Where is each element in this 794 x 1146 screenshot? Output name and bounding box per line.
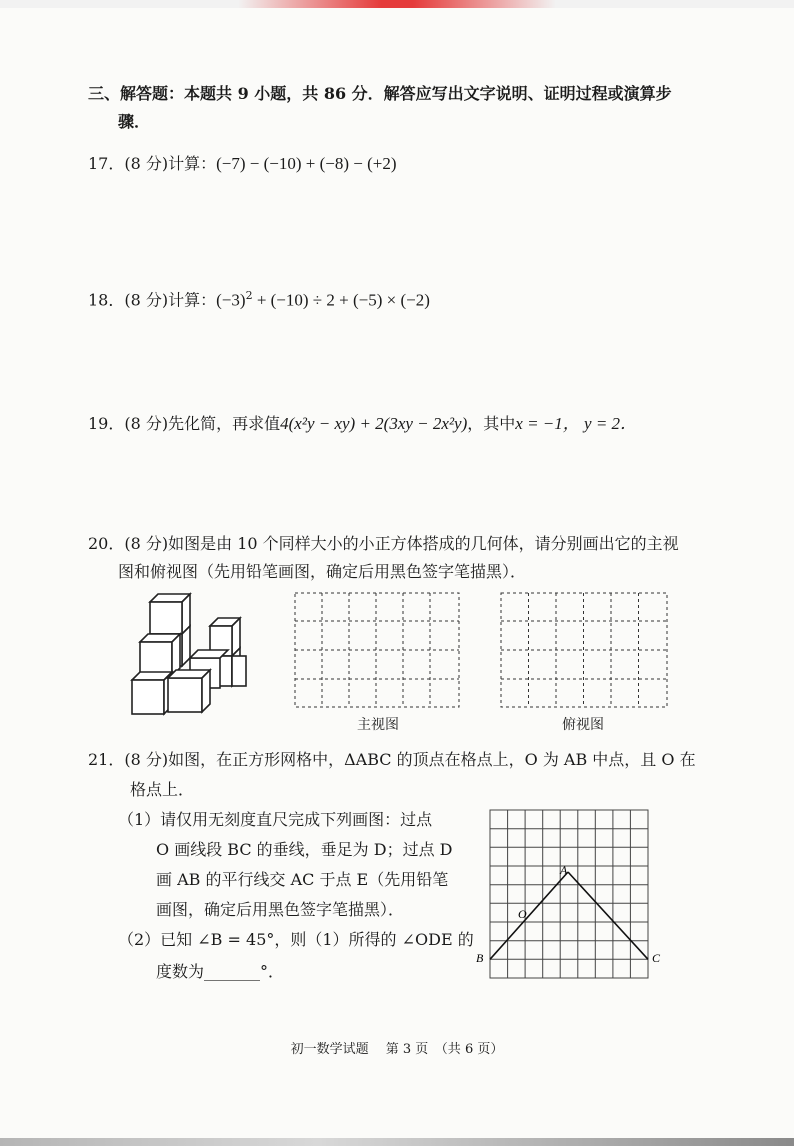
q21-number: 21． [88,750,125,769]
label-a: A [560,863,568,877]
q20-line1 [88,530,679,558]
q21-line2: 格点上． [130,780,195,799]
front-view-caption: 主视图 [357,717,399,733]
q19-condition: x = −1， y = 2． [515,414,638,433]
top-view-grid [500,592,670,708]
section-heading: 三、解答题：本题共 9 小题，共 86 分．解答应写出文字说明、证明过程或演算步 [88,84,672,103]
q21-text-line1: (8 分)如图，在正方形网格中，ΔABC 的顶点在格点上，O 为 AB 中点，且 O 在 [124,750,696,769]
top-view-caption: 俯视图 [562,717,604,733]
q18-expression-a: (−3) [216,290,246,310]
cube-block [150,594,190,634]
q18 [88,282,430,314]
page-footer: 初一数学试题 第 3 页 （共 6 页） [290,1042,504,1057]
label-b: B [476,951,484,965]
q21-line1 [88,746,696,774]
q21-part1-line3: 画 AB 的平行线交 AC 于点 E（先用铅笔 [156,870,449,889]
q17-expression: (−7) − (−10) + (−8) − (+2) [216,154,397,173]
q17-score: (8 分)计算： [124,154,217,173]
q18-number: 18． [88,290,125,310]
q19-number: 19． [88,414,125,433]
q21-part2-line1: （2）已知 ∠B = 45°，则（1）所得的 ∠ODE 的 [118,930,474,949]
q19-text: (8 分)先化简，再求值 [124,414,281,433]
label-c: C [652,951,661,965]
scan-top-edge [0,0,794,8]
scan-bottom-edge [0,1138,794,1146]
q20-line2: 图和俯视图（先用铅笔画图，确定后用黑色签字笔描黑）． [118,562,527,581]
cube-block [202,670,210,712]
q21-part2-line2: 度数为_______°． [156,962,285,981]
q18-expression-b: + (−10) ÷ 2 + (−5) × (−2) [252,290,430,310]
section-heading-cont: 骤． [118,112,151,131]
cube-block [232,656,246,686]
q21-part1-line4: 画图，确定后用黑色签字笔描黑）． [156,900,405,919]
q21-part1-line1: （1）请仅用无刻度直尺完成下列画图：过点 [118,810,433,829]
cube-figure [128,590,278,720]
triangle-grid-figure [472,806,672,982]
q20-text-line1: (8 分)如图是由 10 个同样大小的小正方体搭成的几何体，请分别画出它的主视 [124,534,679,553]
q20-number: 20． [88,534,125,553]
q19-cond-prefix: ，其中 [467,414,516,433]
q19-expression: 4(x²y − xy) + 2(3xy − 2x²y) [280,414,468,433]
q17-number: 17． [88,154,125,173]
q18-exponent: 2 [245,289,253,302]
q21-part1-line2: O 画线段 BC 的垂线，垂足为 D；过点 D [156,840,453,859]
q17 [88,150,397,178]
front-view-grid [294,592,460,708]
square-grid [490,810,648,978]
q18-score: (8 分)计算： [124,290,217,310]
label-o: O [518,907,527,921]
q19 [88,410,637,438]
